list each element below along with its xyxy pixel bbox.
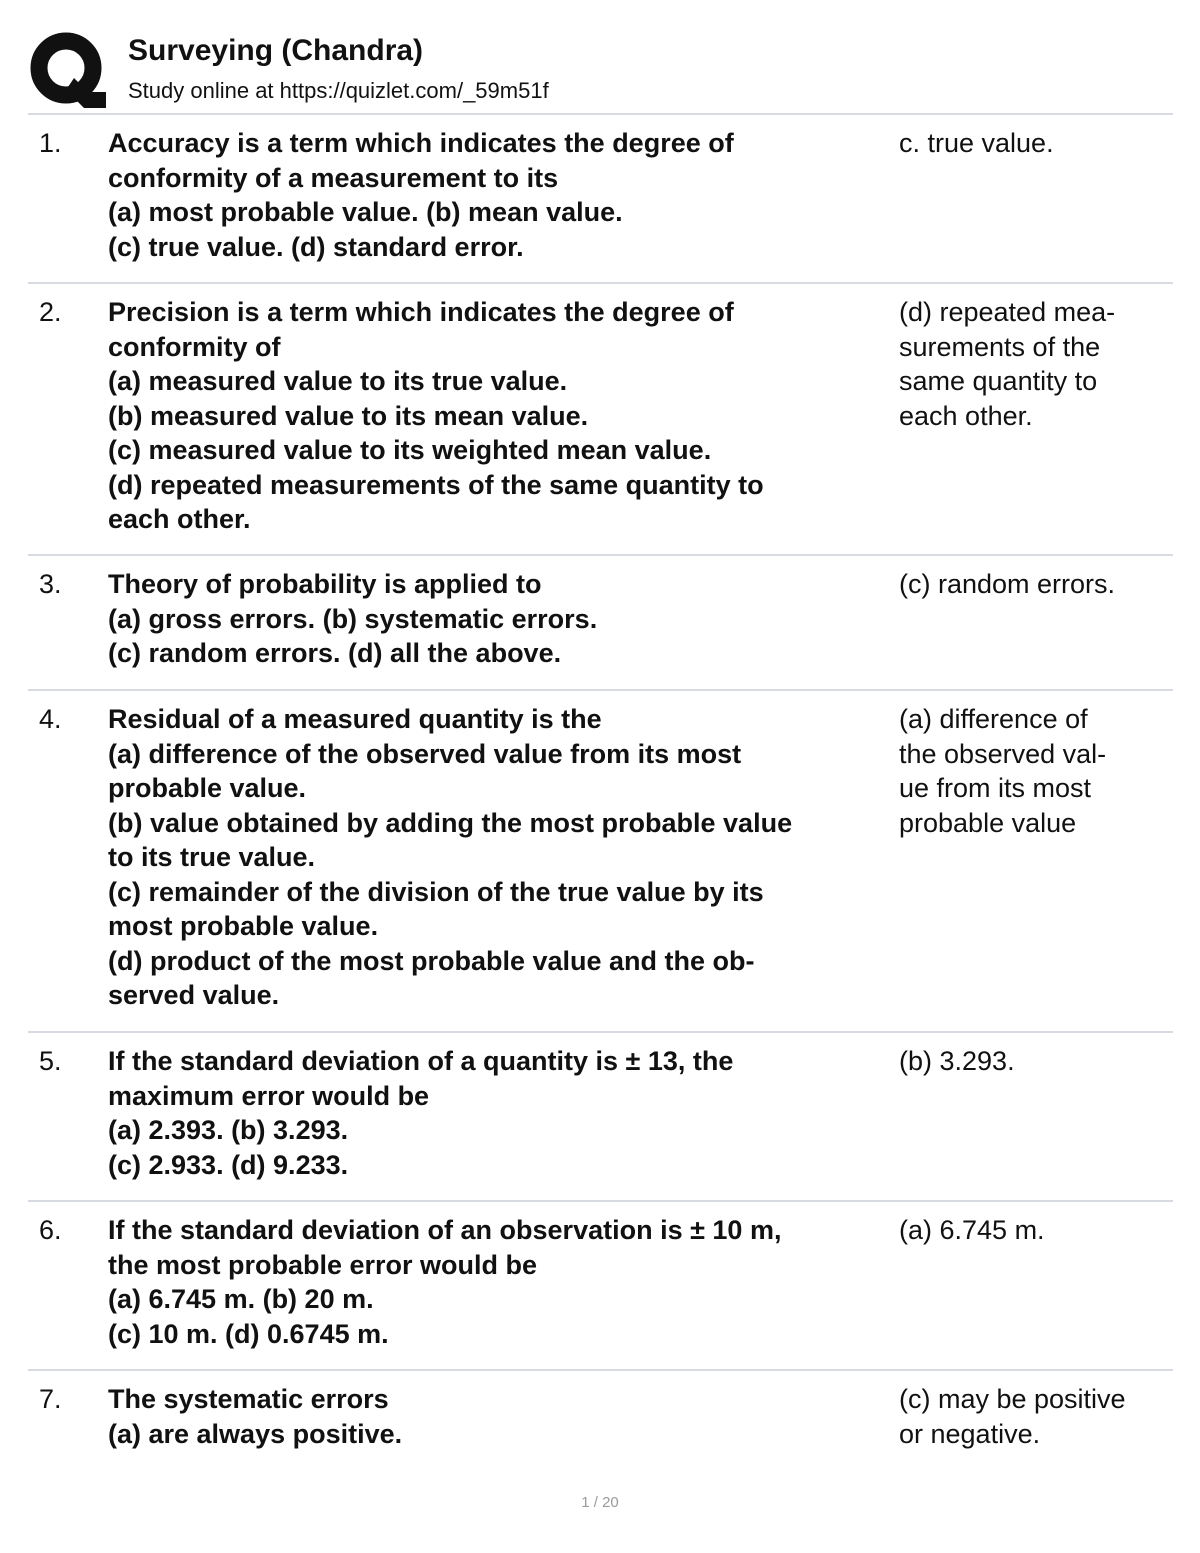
divider [28, 113, 1173, 115]
question-line: If the standard deviation of a quantity is ± 13, the [108, 1046, 734, 1076]
card-question [108, 567, 898, 671]
question-line: (a) gross errors. (b) systematic errors. [108, 603, 598, 634]
answer-line: (a) 6.745 m. [899, 1215, 1045, 1245]
answer-line: (c) random errors. [899, 569, 1116, 599]
question-line: Accuracy is a term which indicates the degree of [108, 128, 734, 158]
document-header [28, 28, 1173, 112]
question-line: (a) difference of the observed value from its most [108, 738, 742, 769]
divider [28, 1200, 1173, 1202]
divider [28, 282, 1173, 284]
card-number: 2. [39, 297, 62, 327]
question-line: most probable value. [108, 911, 379, 941]
question-line: maximum error would be [108, 1080, 430, 1111]
question-line: (c) random errors. (d) all the above. [108, 638, 562, 668]
card-answer [899, 1382, 1179, 1451]
card-question [108, 1213, 898, 1351]
divider [28, 1031, 1173, 1033]
card-question [108, 702, 898, 1013]
question-line: (c) 10 m. (d) 0.6745 m. [108, 1318, 389, 1349]
card-question [108, 1382, 898, 1451]
question-line: each other. [108, 504, 251, 534]
answer-line: same quantity to [899, 366, 1098, 396]
card-number: 6. [39, 1215, 62, 1245]
question-line: Theory of probability is applied to [108, 569, 542, 599]
document-title: Surveying (Chandra) [128, 34, 424, 67]
answer-line: the observed val- [899, 738, 1107, 769]
answer-line: or negative. [899, 1418, 1041, 1449]
question-line: (b) measured value to its mean value. [108, 400, 589, 431]
card-answer [899, 702, 1179, 840]
question-line: (d) repeated measurements of the same quantity to [108, 469, 764, 500]
question-line: (d) product of the most probable value and the ob- [108, 945, 755, 976]
question-line: (c) 2.933. (d) 9.233. [108, 1149, 349, 1180]
answer-line: c. true value. [899, 128, 1054, 158]
answer-line: (b) 3.293. [899, 1046, 1015, 1076]
card-number: 1. [39, 128, 62, 158]
answer-line: (a) difference of [899, 704, 1088, 734]
question-line: The systematic errors [108, 1384, 389, 1414]
answer-line: (d) repeated mea- [899, 297, 1116, 327]
answer-line: surements of the [899, 331, 1101, 362]
answer-line: ue from its most [899, 773, 1092, 803]
card-question [108, 295, 898, 537]
card-question [108, 1044, 898, 1182]
question-line: (c) measured value to its weighted mean value. [108, 435, 712, 465]
card-number: 7. [39, 1384, 62, 1414]
question-line: If the standard deviation of an observation is ± 10 m, [108, 1215, 782, 1245]
question-line: (a) are always positive. [108, 1418, 403, 1449]
question-line: (a) 6.745 m. (b) 20 m. [108, 1284, 374, 1314]
question-line: conformity of a measurement to its [108, 162, 559, 193]
card-number: 5. [39, 1046, 62, 1076]
question-line: (c) true value. (d) standard error. [108, 231, 524, 262]
question-line: (a) most probable value. (b) mean value. [108, 197, 623, 227]
quizlet-logo-icon [30, 32, 106, 108]
question-line: Precision is a term which indicates the degree of [108, 297, 734, 327]
page-number: 1 / 20 [581, 1494, 619, 1511]
card-answer [899, 295, 1179, 433]
question-line: (b) value obtained by adding the most probable value [108, 807, 793, 838]
question-line: (c) remainder of the division of the true value by its [108, 876, 764, 907]
question-line: the most probable error would be [108, 1249, 538, 1280]
card-question [108, 126, 898, 264]
card-answer [899, 1044, 1179, 1079]
divider [28, 554, 1173, 556]
question-line: (a) measured value to its true value. [108, 366, 568, 396]
question-line: served value. [108, 980, 280, 1010]
answer-line: probable value [899, 807, 1077, 838]
question-line: Residual of a measured quantity is the [108, 704, 602, 734]
card-answer [899, 126, 1179, 161]
study-link-text: Study online at https://quizlet.com/_59m51f [128, 78, 549, 103]
card-number: 4. [39, 704, 62, 734]
question-line: conformity of [108, 331, 281, 362]
question-line: to its true value. [108, 842, 316, 872]
card-answer [899, 1213, 1179, 1248]
question-line: probable value. [108, 773, 307, 803]
answer-line: each other. [899, 400, 1033, 431]
card-number: 3. [39, 569, 62, 599]
divider [28, 689, 1173, 691]
divider [28, 1369, 1173, 1371]
card-answer [899, 567, 1179, 602]
question-line: (a) 2.393. (b) 3.293. [108, 1115, 349, 1145]
answer-line: (c) may be positive [899, 1384, 1126, 1414]
